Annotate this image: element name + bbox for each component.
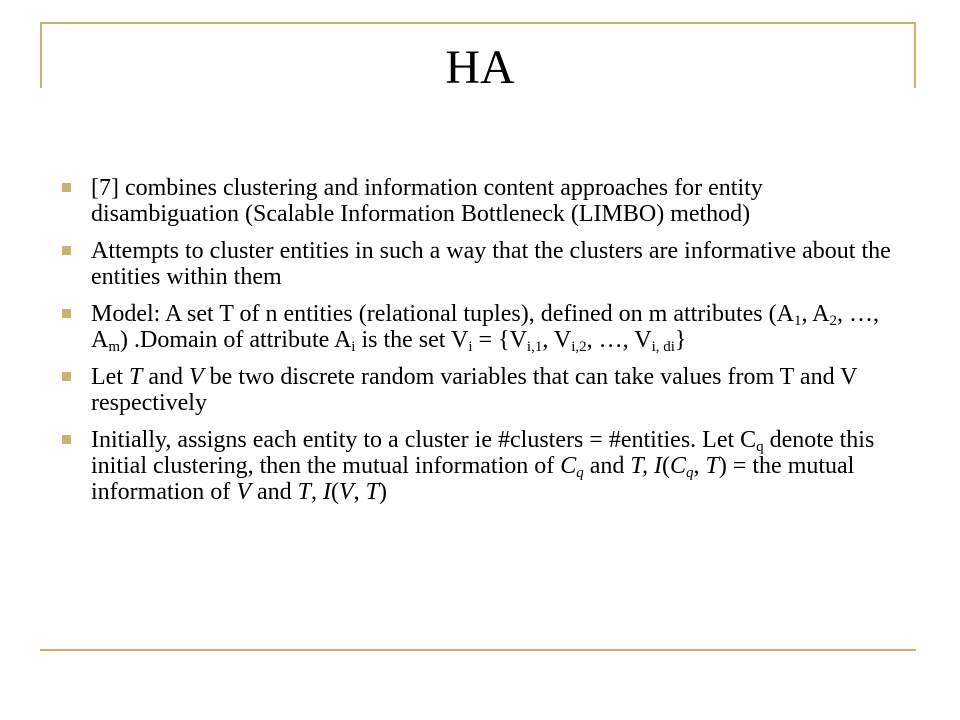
bullet-list — [60, 175, 906, 516]
bullet-text: Let T and V be two discrete random variables that can take values from T and V respectively — [91, 364, 858, 416]
bullet-text: Attempts to cluster entities in such a way that the clusters are informative about the entities within them — [91, 238, 891, 290]
bullet-item — [60, 238, 906, 290]
bullet-item — [60, 175, 906, 227]
bullet-item — [60, 301, 906, 353]
square-bullet-icon — [62, 183, 71, 192]
top-rule — [40, 22, 916, 24]
bottom-rule — [40, 649, 916, 651]
square-bullet-icon — [62, 309, 71, 318]
bullet-item — [60, 427, 906, 505]
slide-title: HA — [445, 41, 515, 94]
square-bullet-icon — [62, 246, 71, 255]
bullet-text: [7] combines clustering and information content approaches for entity disambiguation (Scalable Information Bottleneck (LIMBO) method) — [91, 175, 763, 227]
square-bullet-icon — [62, 372, 71, 381]
square-bullet-icon — [62, 435, 71, 444]
bullet-text: Initially, assigns each entity to a cluster ie #clusters = #entities. Let $C_q$ denote this initial clustering, then the mutual information of $C_q$ and T, $I(C_q$, T) = the mutual information of V and T, I(V, T) — [91, 427, 875, 505]
bullet-item — [60, 364, 906, 416]
bullet-text: Model: A set T of n entities (relational tuples), defined on m attributes ($A_1$, $A_2$, …, $A_m$) .Domain of attribute $A_i$ is the set $V_i = \{V_{i,1}$, $V_{i,2}$, …, $V_{i, di}$} — [91, 301, 879, 355]
